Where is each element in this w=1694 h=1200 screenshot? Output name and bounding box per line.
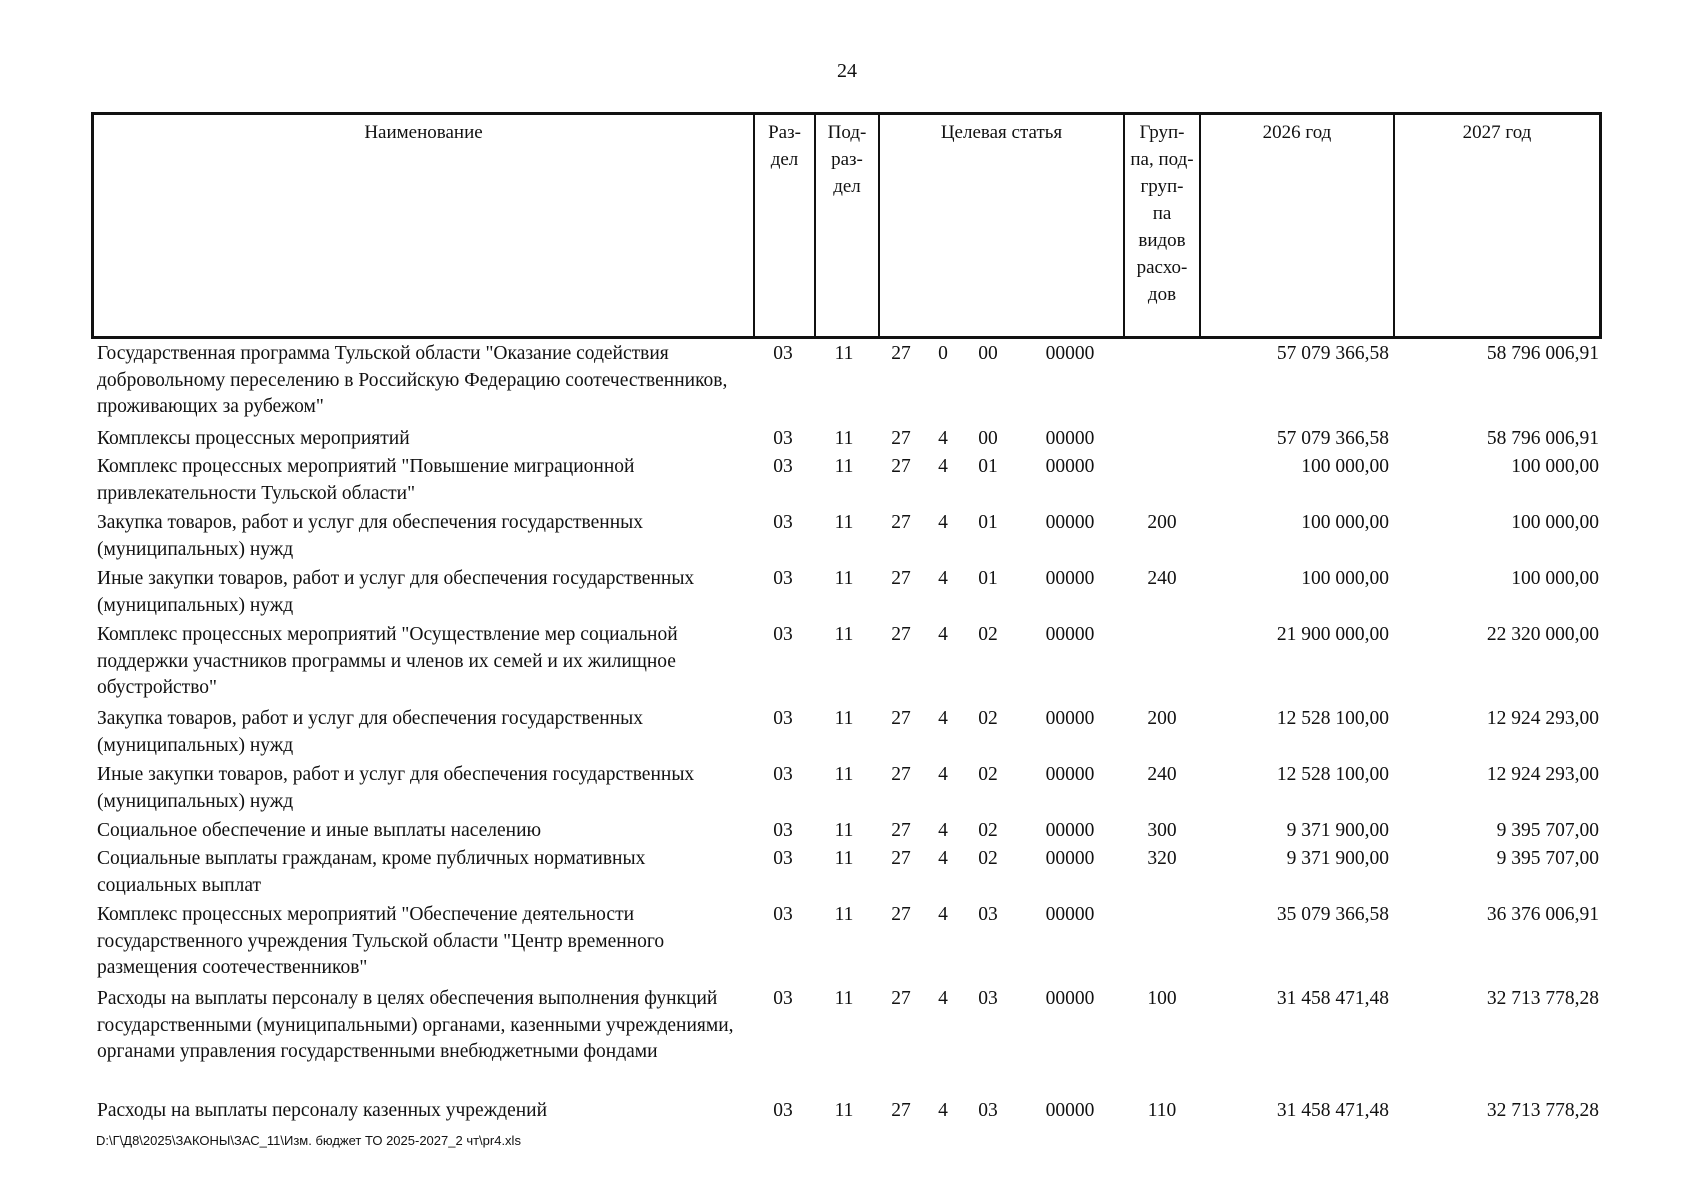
header-2027: 2027 год: [1462, 122, 1532, 143]
row-cs-program: 27: [891, 764, 911, 785]
row-2026: 31 458 471,48: [1276, 1100, 1389, 1121]
row-cs-program: 27: [891, 512, 911, 533]
row-2027: 9 395 707,00: [1496, 820, 1599, 841]
row-2027: 32 713 778,28: [1486, 988, 1599, 1009]
row-2026: 9 371 900,00: [1286, 820, 1389, 841]
row-razdel: 03: [773, 988, 793, 1009]
row-cs-direction: 00000: [1045, 512, 1095, 533]
row-vid-rashodov: 100: [1147, 988, 1177, 1009]
row-cs-element: 01: [978, 512, 998, 533]
row-razdel: 03: [773, 904, 793, 925]
header-name: Наименование: [94, 115, 755, 336]
row-cs-type: 4: [938, 820, 948, 841]
row-cs-direction: 00000: [1045, 456, 1095, 477]
row-vid-rashodov: 320: [1147, 848, 1177, 869]
row-cs-type: 4: [938, 708, 948, 729]
row-cs-type: 0: [938, 343, 948, 364]
row-vid-rashodov: 110: [1147, 1100, 1177, 1121]
row-podrazdel: 11: [834, 456, 854, 477]
row-2027: 100 000,00: [1511, 568, 1599, 589]
row-razdel: 03: [773, 708, 793, 729]
row-cs-direction: 00000: [1045, 820, 1095, 841]
row-podrazdel: 11: [834, 988, 854, 1009]
row-razdel: 03: [773, 1100, 793, 1121]
row-cs-direction: 00000: [1045, 1100, 1095, 1121]
row-cs-direction: 00000: [1045, 428, 1095, 449]
row-cs-type: 4: [938, 764, 948, 785]
row-cs-element: 03: [978, 1100, 998, 1121]
row-razdel: 03: [773, 343, 793, 364]
row-name: Иные закупки товаров, работ и услуг для обеспечения государственных (муниципальных) нужд: [97, 568, 695, 616]
row-vid-rashodov: 300: [1147, 820, 1177, 841]
row-cs-direction: 00000: [1045, 343, 1095, 364]
row-cs-program: 27: [891, 428, 911, 449]
row-2026: 57 079 366,58: [1276, 428, 1389, 449]
row-podrazdel: 11: [834, 568, 854, 589]
row-razdel: 03: [773, 820, 793, 841]
row-podrazdel: 11: [834, 428, 854, 449]
row-razdel: 03: [773, 428, 793, 449]
row-cs-program: 27: [891, 708, 911, 729]
row-podrazdel: 11: [834, 624, 854, 645]
row-cs-type: 4: [938, 624, 948, 645]
row-2026: 100 000,00: [1301, 568, 1389, 589]
row-name: Расходы на выплаты персоналу в целях обеспечения выполнения функций государственными (муниципальными) органами, казенными учреждениями, органами управления государственными внебюджетными фондами: [97, 988, 734, 1062]
row-2027: 12 924 293,00: [1486, 764, 1599, 785]
row-razdel: 03: [773, 512, 793, 533]
row-cs-direction: 00000: [1045, 568, 1095, 589]
file-path-footer: D:\Г\Д8\2025\ЗАКОНЫ\ЗАС_11\Изм. бюджет ТО 2025-2027_2 чт\pr4.xls: [96, 1133, 521, 1148]
row-cs-direction: 00000: [1045, 848, 1095, 869]
row-razdel: 03: [773, 456, 793, 477]
row-cs-type: 4: [938, 512, 948, 533]
row-2027: 22 320 000,00: [1486, 624, 1599, 645]
row-cs-direction: 00000: [1045, 904, 1095, 925]
row-cs-element: 00: [978, 343, 998, 364]
row-cs-type: 4: [938, 456, 948, 477]
row-cs-program: 27: [891, 988, 911, 1009]
row-2026: 12 528 100,00: [1276, 764, 1389, 785]
row-cs-type: 4: [938, 848, 948, 869]
row-podrazdel: 11: [834, 764, 854, 785]
row-podrazdel: 11: [834, 708, 854, 729]
row-cs-type: 4: [938, 428, 948, 449]
row-cs-type: 4: [938, 904, 948, 925]
row-2027: 100 000,00: [1511, 512, 1599, 533]
row-cs-element: 02: [978, 848, 998, 869]
row-cs-program: 27: [891, 904, 911, 925]
row-cs-type: 4: [938, 568, 948, 589]
row-name: Закупка товаров, работ и услуг для обеспечения государственных (муниципальных) нужд: [97, 708, 644, 756]
row-cs-direction: 00000: [1045, 764, 1095, 785]
row-razdel: 03: [773, 764, 793, 785]
row-cs-element: 02: [978, 708, 998, 729]
row-2027: 58 796 006,91: [1486, 343, 1599, 364]
row-2026: 31 458 471,48: [1276, 988, 1389, 1009]
row-vid-rashodov: 240: [1147, 568, 1177, 589]
row-2026: 100 000,00: [1301, 512, 1389, 533]
row-podrazdel: 11: [834, 512, 854, 533]
row-cs-program: 27: [891, 820, 911, 841]
table-header: [91, 112, 1602, 339]
header-2026: 2026 год: [1201, 115, 1395, 336]
row-cs-element: 03: [978, 988, 998, 1009]
row-name: Расходы на выплаты персоналу казенных учреждений: [97, 1100, 548, 1121]
row-cs-direction: 00000: [1045, 624, 1095, 645]
row-cs-element: 00: [978, 428, 998, 449]
row-2027: 100 000,00: [1511, 456, 1599, 477]
row-cs-program: 27: [891, 456, 911, 477]
row-podrazdel: 11: [834, 343, 854, 364]
row-2027: 12 924 293,00: [1486, 708, 1599, 729]
row-2027: 58 796 006,91: [1486, 428, 1599, 449]
row-podrazdel: 11: [834, 904, 854, 925]
header-podrazdel: Под- раз- дел: [816, 115, 880, 336]
row-vid-rashodov: 240: [1147, 764, 1177, 785]
row-cs-element: 03: [978, 904, 998, 925]
row-cs-program: 27: [891, 343, 911, 364]
row-name: Социальное обеспечение и иные выплаты населению: [97, 820, 542, 841]
row-2026: 9 371 900,00: [1286, 848, 1389, 869]
row-name: Иные закупки товаров, работ и услуг для обеспечения государственных (муниципальных) нужд: [97, 764, 695, 812]
row-cs-element: 01: [978, 456, 998, 477]
row-2026: 57 079 366,58: [1276, 343, 1389, 364]
row-cs-direction: 00000: [1045, 708, 1095, 729]
row-cs-program: 27: [891, 624, 911, 645]
row-name: Закупка товаров, работ и услуг для обеспечения государственных (муниципальных) нужд: [97, 512, 644, 560]
row-2026: 21 900 000,00: [1276, 624, 1389, 645]
row-2026: 12 528 100,00: [1276, 708, 1389, 729]
row-name: Комплекс процессных мероприятий "Обеспечение деятельности государственного учреждения Тульской области "Центр временного размещения соотечественников": [97, 904, 665, 978]
row-cs-program: 27: [891, 848, 911, 869]
row-2027: 9 395 707,00: [1496, 848, 1599, 869]
row-cs-element: 02: [978, 764, 998, 785]
row-2026: 35 079 366,58: [1276, 904, 1389, 925]
row-2027: 32 713 778,28: [1486, 1100, 1599, 1121]
row-podrazdel: 11: [834, 848, 854, 869]
row-cs-program: 27: [891, 568, 911, 589]
row-razdel: 03: [773, 568, 793, 589]
row-cs-element: 02: [978, 624, 998, 645]
row-cs-program: 27: [891, 1100, 911, 1121]
header-gruppa-vidov-rashodov: Груп- па, под- груп- па видов расхо- дов: [1125, 115, 1201, 336]
row-cs-element: 02: [978, 820, 998, 841]
row-name: Комплексы процессных мероприятий: [97, 428, 410, 449]
header-razdel: Раз- дел: [755, 115, 816, 336]
row-2027: 36 376 006,91: [1486, 904, 1599, 925]
row-cs-direction: 00000: [1045, 988, 1095, 1009]
row-name: Комплекс процессных мероприятий "Осуществление мер социальной поддержки участников программы и членов их семей и их жилищное обустройство": [97, 624, 678, 698]
row-razdel: 03: [773, 848, 793, 869]
row-name: Социальные выплаты гражданам, кроме публичных нормативных социальных выплат: [97, 848, 646, 896]
row-2026: 100 000,00: [1301, 456, 1389, 477]
row-cs-type: 4: [938, 1100, 948, 1121]
row-name: Государственная программа Тульской области "Оказание содействия добровольному переселению в Российскую Федерацию соотечественников, проживающих за рубежом": [97, 343, 728, 417]
row-cs-type: 4: [938, 988, 948, 1009]
row-cs-element: 01: [978, 568, 998, 589]
row-podrazdel: 11: [834, 820, 854, 841]
header-tselevaya-statya: Целевая статья: [880, 115, 1125, 336]
row-razdel: 03: [773, 624, 793, 645]
row-vid-rashodov: 200: [1147, 512, 1177, 533]
page-number: 24: [837, 60, 857, 82]
row-podrazdel: 11: [834, 1100, 854, 1121]
row-name: Комплекс процессных мероприятий "Повышение миграционной привлекательности Тульской области": [97, 456, 635, 504]
row-vid-rashodov: 200: [1147, 708, 1177, 729]
